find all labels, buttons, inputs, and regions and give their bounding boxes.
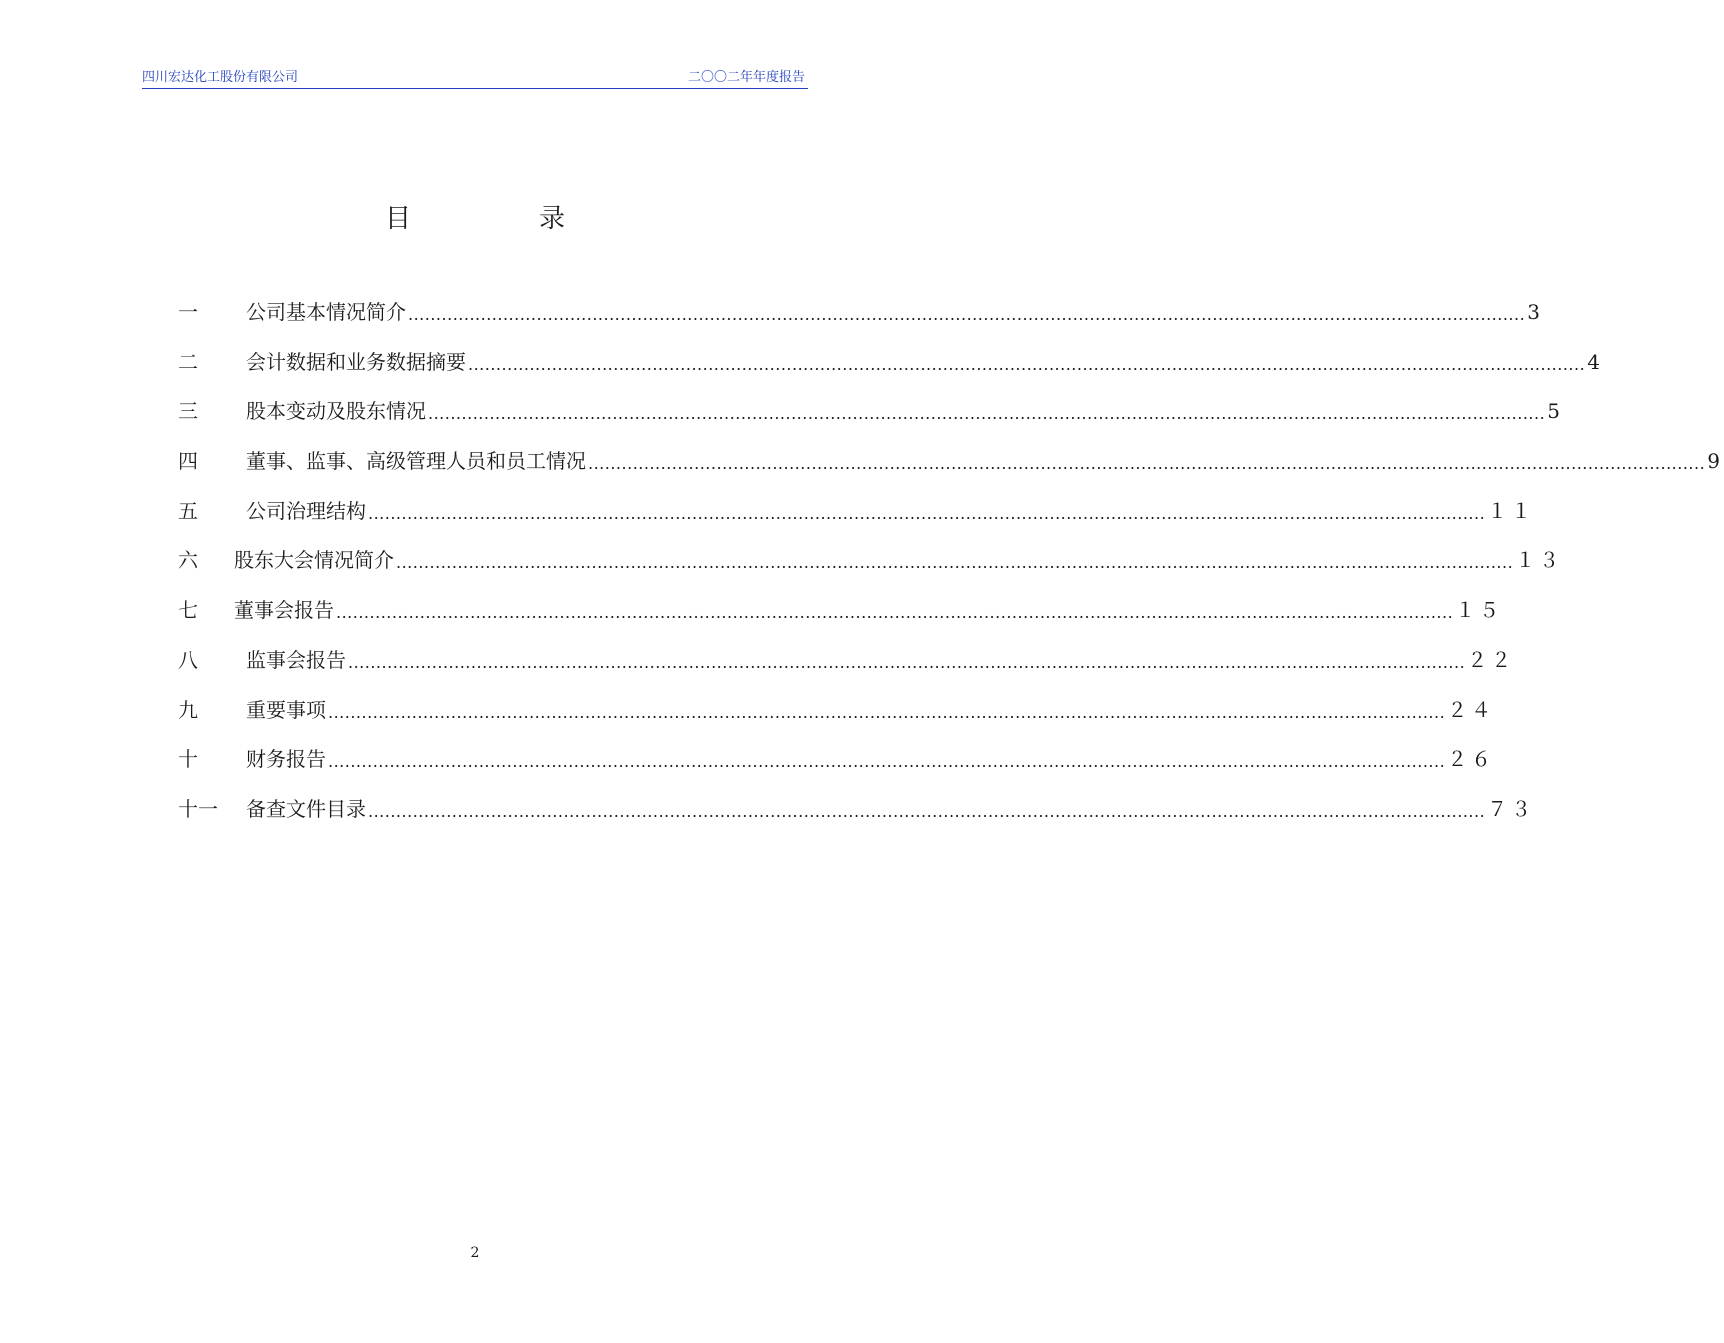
toc-entry-page: １１ — [1487, 498, 1536, 523]
toc-leader-dots: ........................................................................................................................................................................................................ — [348, 652, 1466, 672]
toc-entry-label: 监事会报告 — [246, 647, 346, 672]
toc-entry-page: 9 — [1707, 449, 1724, 474]
toc-entry-label: 股东大会情况简介 — [234, 548, 394, 573]
toc-entry[interactable] — [178, 346, 1604, 396]
company-name: 四川宏达化工股份有限公司 — [142, 70, 299, 85]
toc-entry[interactable] — [178, 495, 1536, 545]
toc-entry-number: 七 — [178, 598, 198, 623]
toc-entry-number: 四 — [178, 449, 198, 474]
toc-entry[interactable] — [178, 743, 1496, 793]
toc-title — [0, 198, 950, 235]
toc-entry-label: 备查文件目录 — [246, 796, 366, 821]
toc-entry-label: 公司基本情况简介 — [246, 300, 406, 324]
toc-entry-label: 财务报告 — [246, 747, 326, 772]
toc-entry-page: １３ — [1515, 548, 1564, 573]
toc-entry[interactable] — [178, 644, 1516, 694]
page-number: 2 — [470, 1245, 480, 1261]
toc-entry-number: 十一 — [178, 796, 218, 821]
toc-leader-dots: ........................................................................................................................................................................................................ — [588, 454, 1706, 474]
toc-entry-number: 六 — [178, 548, 198, 573]
table-of-contents — [178, 296, 1724, 843]
toc-entry[interactable] — [178, 296, 1544, 346]
toc-title-char-1: 目 — [384, 204, 411, 234]
toc-title-char-2: 录 — [539, 204, 566, 234]
toc-entry-page: １５ — [1455, 598, 1504, 623]
toc-entry-page: ２２ — [1467, 647, 1516, 672]
page-header — [142, 64, 808, 89]
toc-entry-page: ２４ — [1447, 697, 1496, 722]
report-title: 二〇〇二年年度报告 — [687, 70, 805, 85]
toc-leader-dots: ........................................................................................................................................................................................................ — [368, 801, 1486, 821]
toc-entry-number: 十 — [178, 747, 198, 772]
toc-leader-dots: ........................................................................................................................................................................................................ — [408, 305, 1526, 324]
toc-entry-label: 公司治理结构 — [246, 498, 366, 523]
toc-entry-number: 三 — [178, 399, 198, 424]
toc-leader-dots: ........................................................................................................................................................................................................ — [336, 603, 1454, 623]
toc-entry-label: 董事会报告 — [234, 598, 334, 623]
toc-leader-dots: ........................................................................................................................................................................................................ — [328, 702, 1446, 722]
toc-entry-number: 九 — [178, 697, 198, 722]
toc-entry-number: 二 — [178, 349, 198, 374]
toc-leader-dots: ........................................................................................................................................................................................................ — [396, 553, 1514, 573]
toc-entry-label: 会计数据和业务数据摘要 — [246, 349, 466, 374]
toc-entry[interactable] — [178, 793, 1536, 843]
toc-entry-page: 3 — [1527, 300, 1544, 324]
toc-entry[interactable] — [178, 445, 1724, 495]
toc-entry-label: 股本变动及股东情况 — [246, 399, 426, 424]
toc-entry[interactable] — [178, 694, 1496, 744]
toc-entry-page: ７３ — [1487, 796, 1536, 821]
toc-entry[interactable] — [178, 544, 1564, 594]
toc-entry[interactable] — [178, 594, 1504, 644]
toc-leader-dots: ........................................................................................................................................................................................................ — [428, 404, 1546, 424]
toc-entry-number: 一 — [178, 300, 198, 324]
toc-leader-dots: ........................................................................................................................................................................................................ — [468, 354, 1586, 374]
toc-entry-page: ２６ — [1447, 747, 1496, 772]
toc-entry-page: 5 — [1547, 399, 1564, 424]
toc-leader-dots: ........................................................................................................................................................................................................ — [368, 503, 1486, 523]
toc-entry-number: 五 — [178, 498, 198, 523]
toc-leader-dots: ........................................................................................................................................................................................................ — [328, 752, 1446, 772]
toc-entry[interactable] — [178, 395, 1564, 445]
toc-entry-page: 4 — [1587, 349, 1604, 374]
toc-entry-label: 董事、监事、高级管理人员和员工情况 — [246, 449, 586, 474]
toc-entry-label: 重要事项 — [246, 697, 326, 722]
toc-entry-number: 八 — [178, 647, 198, 672]
